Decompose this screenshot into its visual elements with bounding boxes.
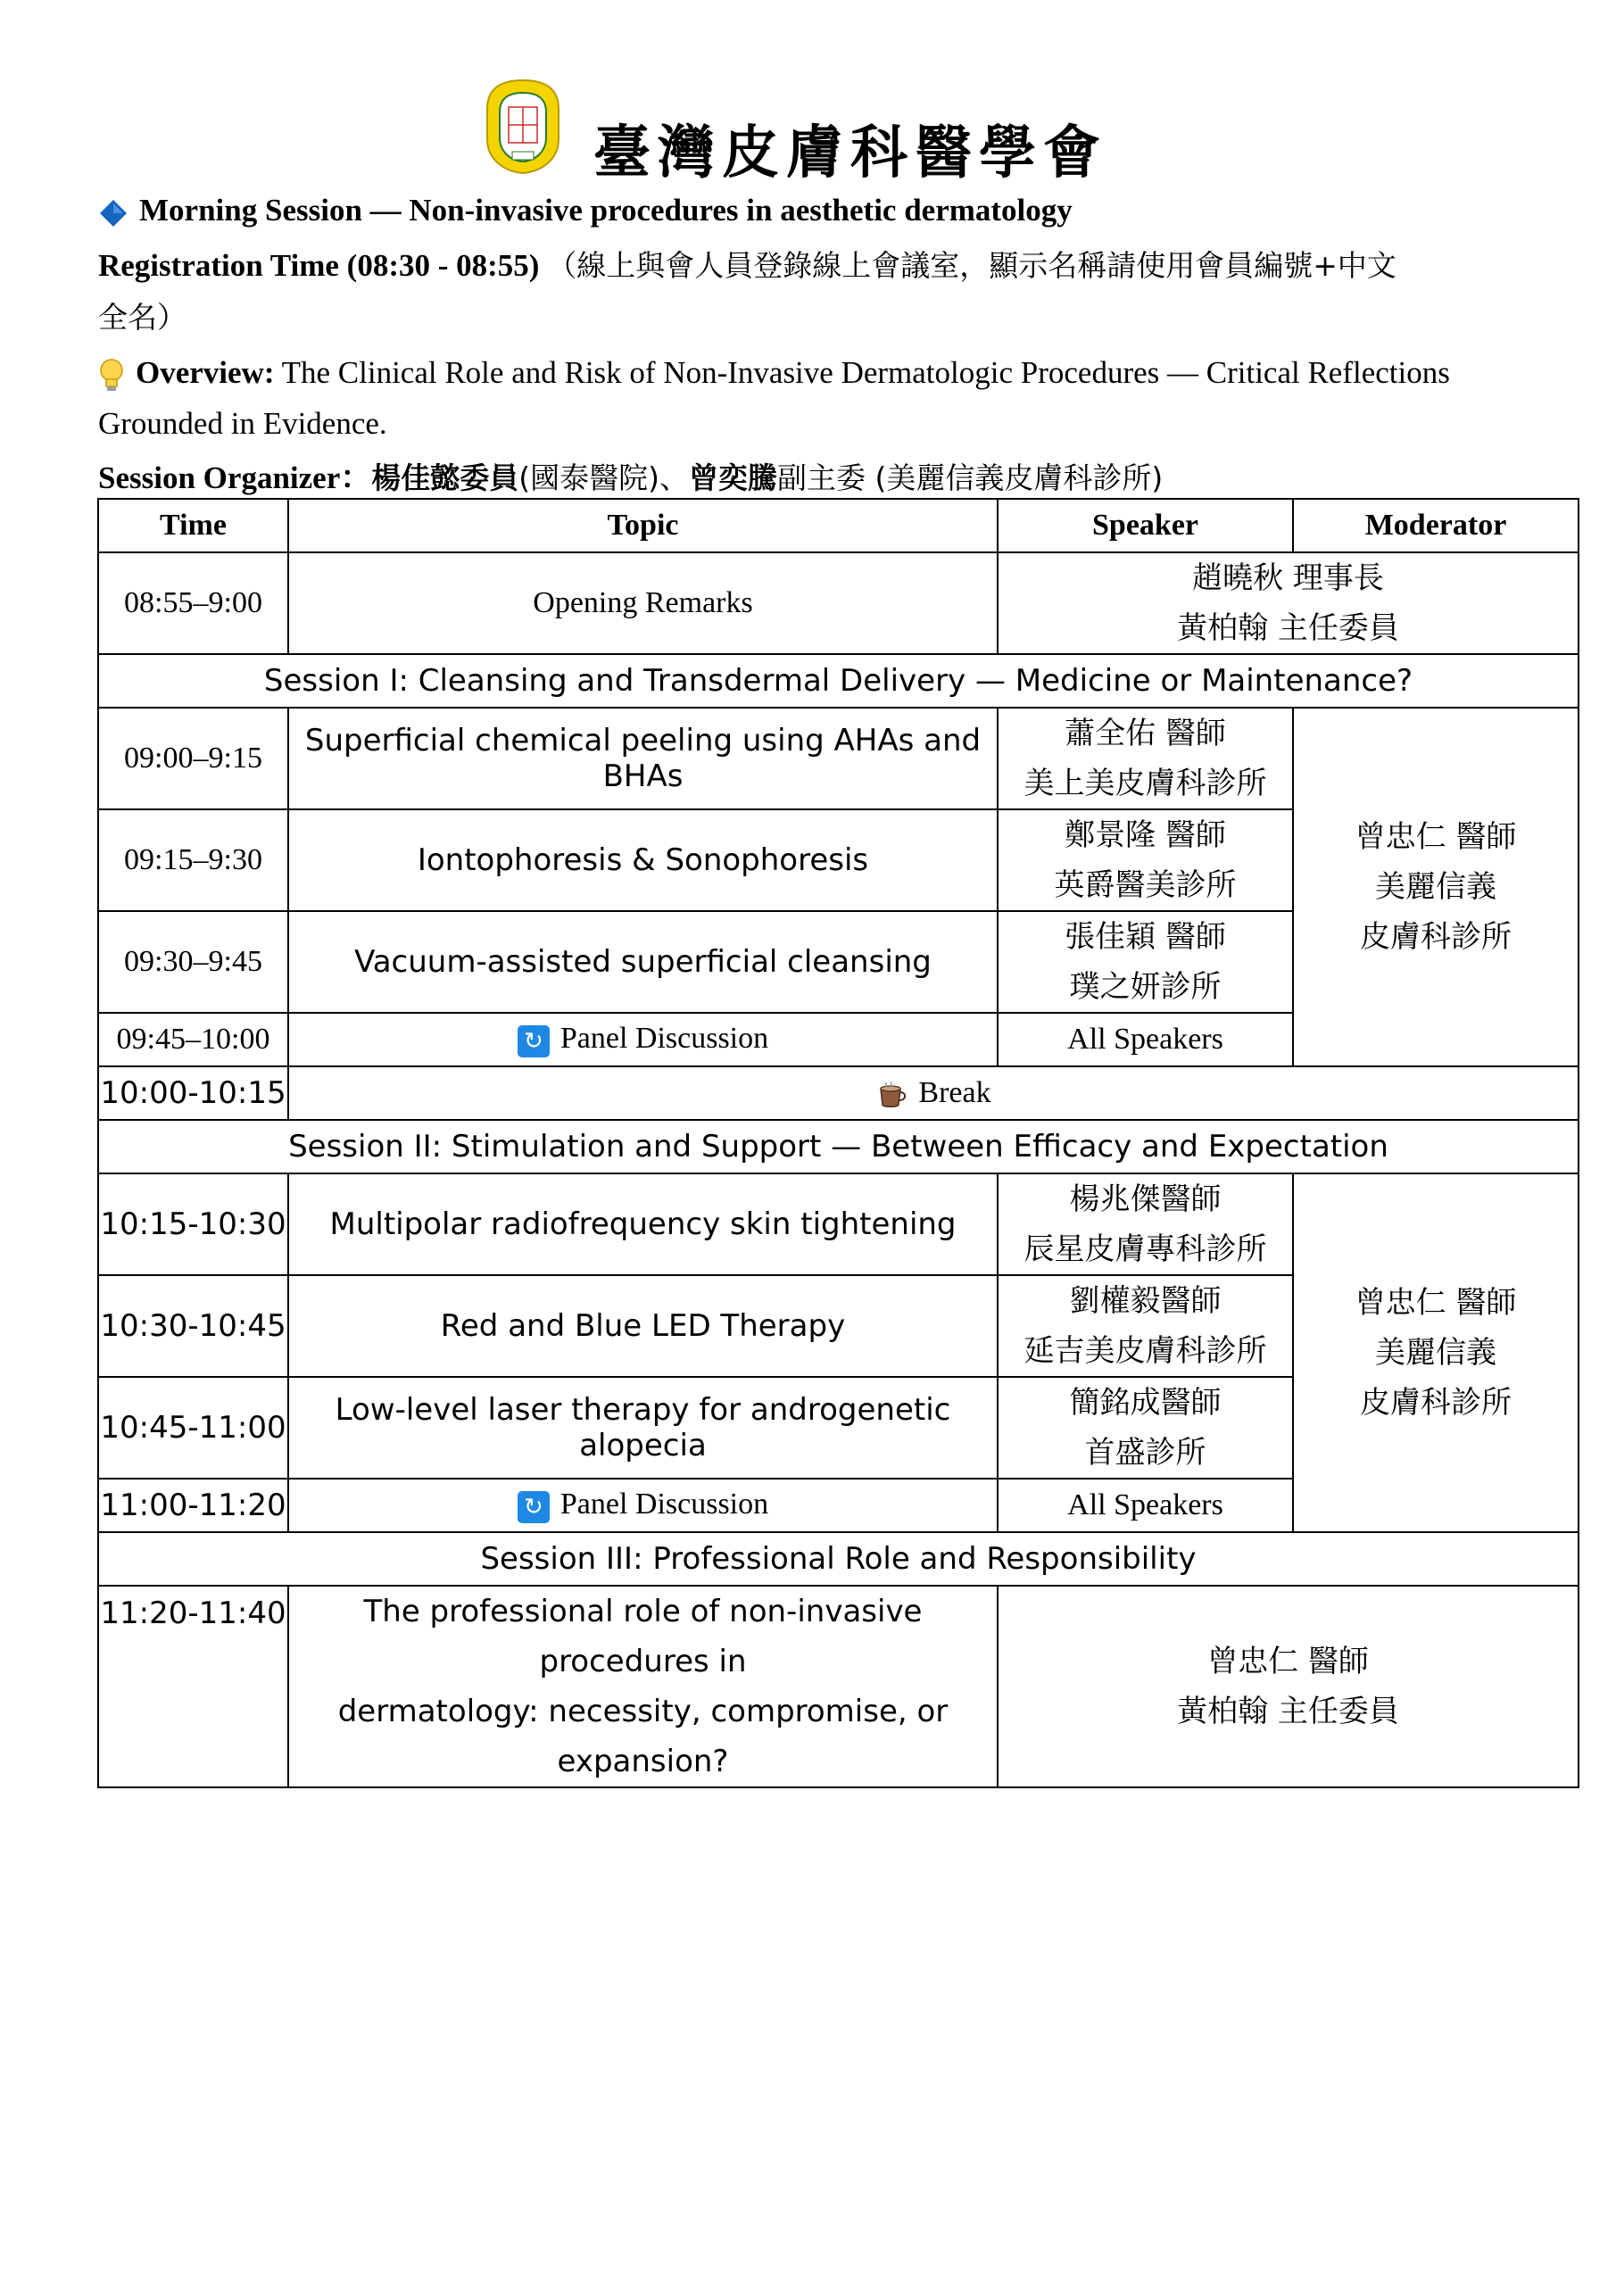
moderator-name: 曾忠仁 醫師 [1355, 1285, 1517, 1321]
topic-cell: Red and Blue LED Therapy [288, 1275, 998, 1377]
moderator-affiliation: 皮膚科診所 [1360, 919, 1512, 955]
speaker-name: 鄭景隆 醫師 [1065, 817, 1226, 853]
speaker-affiliation: 首盛診所 [1084, 1435, 1206, 1471]
organizer-rest: 副主委 (美麗信義皮膚科診所) [776, 460, 1164, 495]
speaker-cell [998, 552, 1579, 654]
speaker-affiliation: 英爵醫美診所 [1054, 867, 1237, 903]
time-cell: 10:15-10:30 [98, 1173, 288, 1275]
organizer-name-2: 曾奕騰 [688, 460, 777, 495]
moderator-affiliation: 皮膚科診所 [1360, 1385, 1512, 1421]
speaker-cell [998, 1377, 1293, 1479]
moderator-name: 曾忠仁 醫師 [1355, 819, 1517, 855]
refresh-icon: ↻ [518, 1491, 550, 1523]
header-topic: Topic [288, 499, 998, 552]
overview-text: The Clinical Role and Risk of Non-Invasive Dermatologic Procedures — Critical Reflections [281, 355, 1450, 390]
speaker-affiliation: 美上美皮膚科診所 [1023, 766, 1267, 801]
page-header [0, 71, 1616, 192]
session-header-row [98, 1120, 1579, 1173]
break-row [98, 1066, 1579, 1120]
blue-diamond-icon [98, 198, 128, 228]
registration-note: （線上與會人員登錄線上會議室，顯示名稱請使用會員編號+中文 [547, 248, 1396, 283]
organizer-label: Session Organizer： [98, 460, 372, 495]
association-logo [482, 77, 564, 177]
time-cell: 11:20-11:40 [98, 1586, 288, 1787]
speaker-cell: All Speakers [998, 1013, 1293, 1066]
time-cell: 09:15–9:30 [98, 809, 288, 911]
time-cell: 10:00-10:15 [98, 1066, 288, 1120]
moderator-cell [1293, 708, 1579, 1066]
session-header-row [98, 654, 1579, 708]
speaker-affiliation: 璞之妍診所 [1069, 969, 1222, 1005]
topic-line: The professional role of non-invasive procedures in [363, 1594, 923, 1679]
header-time: Time [98, 499, 288, 552]
session-1-title: Session I: Cleansing and Transdermal Delivery — Medicine or Maintenance? [98, 654, 1579, 708]
registration-note-continued: 全名） [98, 300, 186, 335]
table-row [98, 708, 1579, 809]
speaker-cell: All Speakers [998, 1479, 1293, 1532]
coffee-cup-icon [875, 1080, 909, 1110]
overview-text-continued: Grounded in Evidence. [98, 406, 387, 441]
association-name: 臺灣皮膚科醫學會 [593, 120, 1107, 186]
overview-line [98, 355, 1450, 394]
speaker-name: 趙曉秋 理事長 [1192, 560, 1384, 596]
organizer-name-1: 楊佳懿委員 [371, 460, 519, 495]
speaker-cell [998, 809, 1293, 911]
time-cell: 11:00-11:20 [98, 1479, 288, 1532]
time-cell: 09:30–9:45 [98, 911, 288, 1013]
header-speaker: Speaker [998, 499, 1293, 552]
topic-cell: Multipolar radiofrequency skin tightening [288, 1173, 998, 1275]
speaker-affiliation: 延吉美皮膚科診所 [1023, 1333, 1267, 1369]
organizer-affiliation-1: (國泰醫院)、 [518, 460, 689, 495]
break-label: Break [918, 1075, 991, 1109]
registration-line [98, 243, 1396, 285]
time-cell: 10:45-11:00 [98, 1377, 288, 1479]
speaker-name: 蕭全佑 醫師 [1065, 716, 1226, 751]
table-header-row [98, 499, 1579, 552]
time-cell: 10:30-10:45 [98, 1275, 288, 1377]
topic-cell: Vacuum-assisted superficial cleansing [288, 911, 998, 1013]
speaker-cell [998, 708, 1293, 809]
moderator-cell [1293, 1173, 1579, 1532]
speaker-name: 張佳穎 醫師 [1065, 919, 1226, 955]
topic-line: dermatology: necessity, compromise, or expansion? [337, 1694, 949, 1779]
registration-label: Registration Time (08:30 - 08:55) [98, 248, 540, 283]
speaker-name: 簡銘成醫師 [1069, 1385, 1222, 1421]
overview-label: Overview: [136, 355, 275, 390]
time-cell: 08:55–9:00 [98, 552, 288, 654]
speaker-cell [998, 1275, 1293, 1377]
time-cell: 09:45–10:00 [98, 1013, 288, 1066]
table-row [98, 552, 1579, 654]
topic-cell: Low-level laser therapy for androgenetic alopecia [288, 1377, 998, 1479]
speaker-name: 曾忠仁 醫師 [1207, 1644, 1369, 1679]
speaker-name: 黃柏翰 主任委員 [1177, 1694, 1399, 1729]
session-3-title: Session III: Professional Role and Responsibility [98, 1532, 1579, 1586]
speaker-cell [998, 1173, 1293, 1275]
topic-cell: Iontophoresis & Sonophoresis [288, 809, 998, 911]
refresh-icon: ↻ [518, 1025, 550, 1057]
topic-cell [288, 1013, 998, 1066]
speaker-name: 黃柏翰 主任委員 [1177, 610, 1399, 646]
table-row [98, 1586, 1579, 1787]
topic-cell [288, 1479, 998, 1532]
moderator-affiliation: 美麗信義 [1375, 869, 1496, 905]
session-2-title: Session II: Stimulation and Support — Between Efficacy and Expectation [98, 1120, 1579, 1173]
session-header-row [98, 1532, 1579, 1586]
session-title: Morning Session — Non-invasive procedures in aesthetic dermatology [139, 193, 1073, 228]
time-cell: 09:00–9:15 [98, 708, 288, 809]
speaker-cell [998, 1586, 1579, 1787]
topic-cell [288, 1586, 998, 1787]
session-title-line [98, 193, 1073, 228]
schedule-table [97, 498, 1579, 1788]
speaker-name: 楊兆傑醫師 [1069, 1181, 1222, 1217]
speaker-name: 劉權毅醫師 [1069, 1283, 1222, 1319]
topic-cell: Superficial chemical peeling using AHAs and BHAs [288, 708, 998, 809]
header-moderator: Moderator [1293, 499, 1579, 552]
organizer-line [98, 453, 1163, 498]
break-cell [288, 1066, 1579, 1120]
table-row [98, 1173, 1579, 1275]
panel-label: Panel Discussion [559, 1488, 769, 1521]
speaker-affiliation: 辰星皮膚專科診所 [1023, 1231, 1267, 1267]
topic-cell: Opening Remarks [288, 552, 998, 654]
light-bulb-icon [98, 358, 125, 394]
panel-label: Panel Discussion [559, 1022, 769, 1056]
moderator-affiliation: 美麗信義 [1375, 1335, 1496, 1371]
speaker-cell [998, 911, 1293, 1013]
